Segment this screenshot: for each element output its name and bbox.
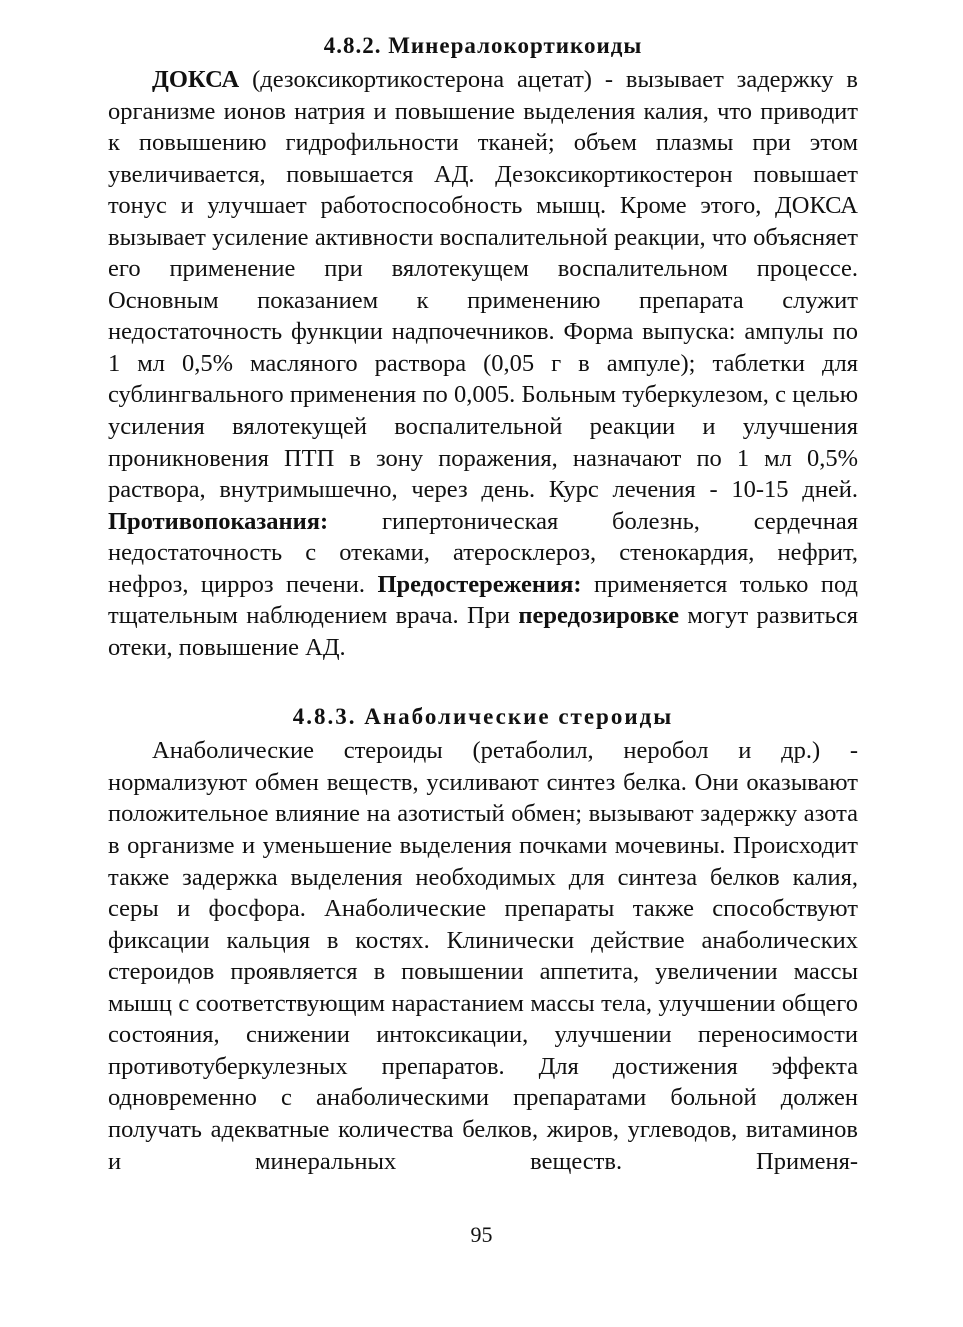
contraindications-label: Противопоказания: [108,507,329,535]
page-number: 95 [470,1222,493,1247]
section-heading-anabolic-steroids: 4.8.3. Анаболические стероиды [292,704,674,730]
paragraph-text: (дезоксикортикостерона ацетат) - вызывает задержку в организме ионов натрия и повышение выделения калия, что приводит к повышению гидрофильности тканей; объем плазмы при этом увеличивается, повышается АД. Дезоксикортикостерон повышает тонус и улучшает работоспособность мышц. Кроме этого, ДОКСА вызывает усиление активности воспалительной реакции, что объясняет его применение при вялотекущем воспалительном процессе. Основным показанием к применению препарата служит недостаточность функции надпочечников. Форма выпуска: ампулы по 1 мл 0,5% масляного раствора (0,05 г в ампуле); таблетки для сублингвального применения по 0,005. Больным туберкулезом, с целью усиления вялотекущей воспалительной реакции и улучшения проникновения ПТП в зону поражения, назначают по 1 мл 0,5% раствора, внутримышечно, через день. Курс лечения - 10-15 дней. [108,66,858,504]
paragraph-text: могут развиться отеки, повышение АД. [108,602,858,661]
term-doxa: ДОКСА [152,66,240,93]
paragraph-anabolic-steroids: Анаболические стероиды (ретаболил, неробол и др.) - нормализуют обмен веществ, усиливают синтез белка. Они оказывают положительное влияние на азотистый обмен; вызывают задержку азота в организме и уменьшение выделения почками мочевины. Происходит также задержка выделения необходимых для синтеза белков калия, серы и фосфора. Анаболические препараты также способствуют фиксации кальция в костях. Клинически действие анаболических стероидов проявляется в повышении аппетита, увеличении массы мышц с соответствующим нарастанием массы тела, улучшении общего состояния, снижении интоксикации, улучшении переносимости противотуберкулезных препаратов. Для достижения эффекта одновременно с анаболическими препаратами больной должен получать адекватные количества белков, жиров, углеводов, витаминов и минеральных веществ. Применя- [108,737,858,1175]
paragraph-text: применяется только под тщательным наблюдением врача. При [108,570,858,630]
document-page [108,28,858,1177]
paragraph-text: гипертоническая болезнь, сердечная недостаточность с отеками, атеросклероз, стенокардия, нефрит, нефроз, цирроз печени. [108,507,858,598]
section-heading-mineralocorticoids: 4.8.2. Минералокортикоиды [323,33,643,58]
precautions-label: Предостережения: [377,570,582,598]
overdose-label: передозировке [518,602,680,630]
paragraph-doxa [108,64,858,663]
